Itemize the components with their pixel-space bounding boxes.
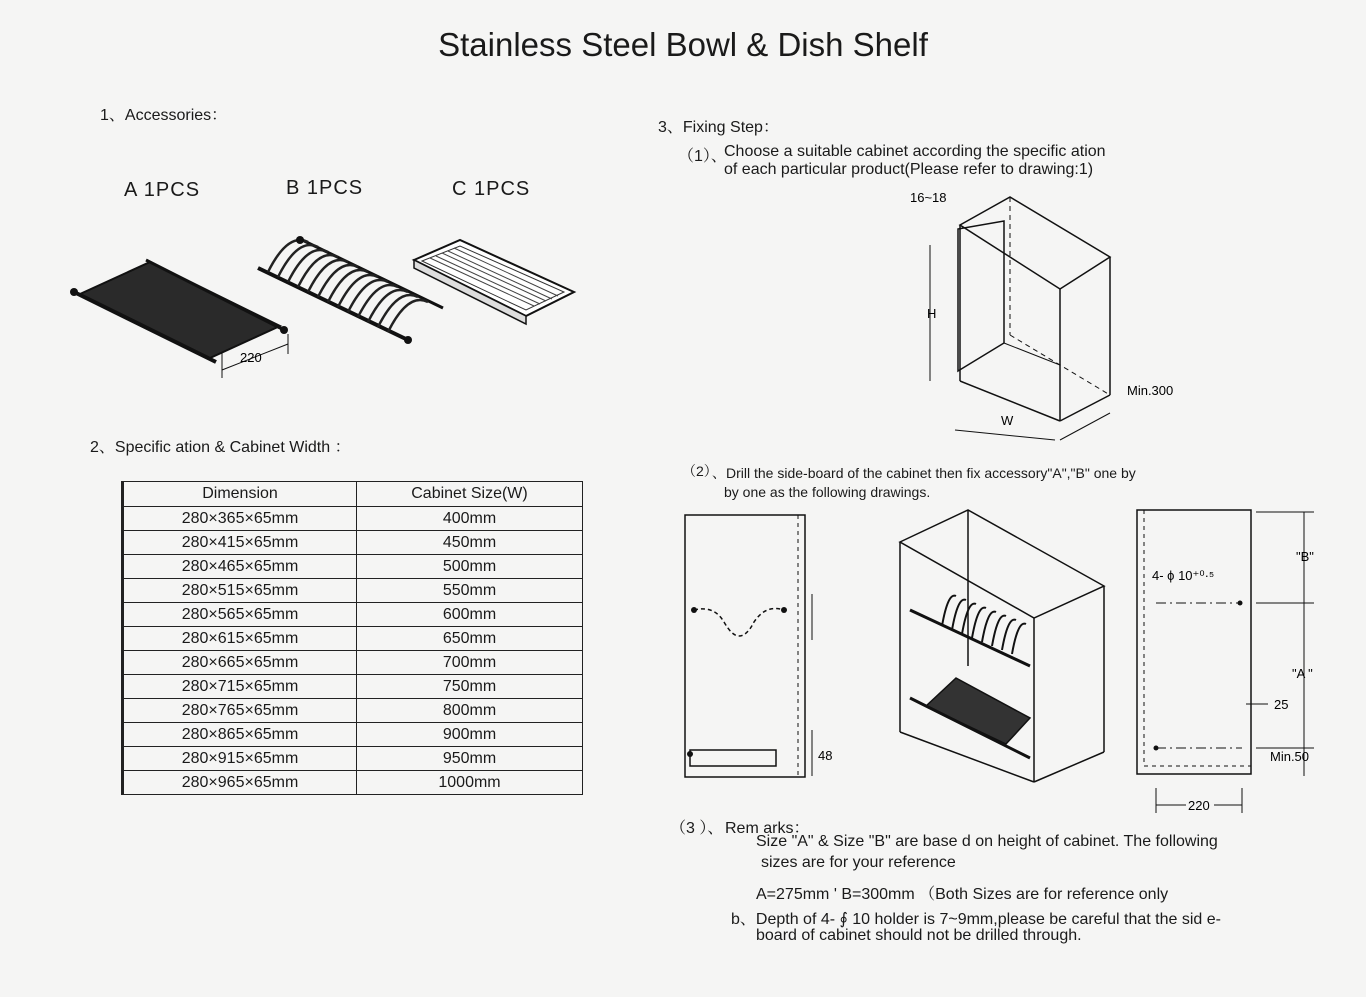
table-cell: 550mm [357, 579, 583, 603]
table-cell: 280×965×65mm [123, 771, 357, 795]
table-cell: 280×515×65mm [123, 579, 357, 603]
table-cell: 800mm [357, 699, 583, 723]
accessory-a-label: A 1PCS [124, 179, 201, 201]
remark-a-line2: sizes are for your reference [761, 854, 956, 871]
table-cell: 280×415×65mm [123, 531, 357, 555]
table-row [123, 699, 583, 723]
table-header-row [123, 482, 583, 507]
remark-b-line2: board of cabinet should not be drilled through. [756, 927, 1082, 944]
table-cell: 280×665×65mm [123, 651, 357, 675]
accessories-heading: 1、Accessories： [100, 107, 228, 124]
table-row [123, 675, 583, 699]
table-cell: 700mm [357, 651, 583, 675]
table-row [123, 723, 583, 747]
step1-number: （1）、 [678, 148, 727, 165]
remark-a-line3: A=275mm ' B=300mm （Both Sizes are for reference only [756, 886, 1169, 903]
cabinet-height-label: H [927, 306, 937, 321]
spec-heading: 2、Specific ation & Cabinet Width ： [90, 439, 351, 456]
table-row [123, 531, 583, 555]
accessory-c-label: C 1PCS [452, 178, 531, 200]
cabinet-width-label: W [1001, 413, 1014, 428]
holes-spec-label: 4- ϕ 10⁺⁰·⁵ [1152, 568, 1215, 583]
table-row [123, 651, 583, 675]
step2-number: （2） [682, 463, 718, 479]
cabinet-with-racks-drawing [896, 506, 1110, 786]
table-row [123, 603, 583, 627]
table-row [123, 507, 583, 531]
cabinet-thickness-label: 16~18 [910, 190, 947, 205]
table-cell: 280×465×65mm [123, 555, 357, 579]
table-cell: 450mm [357, 531, 583, 555]
step3-number: （3 ）、 [670, 820, 724, 837]
table-header-cabinet-size: Cabinet Size(W) [357, 482, 583, 507]
table-cell: 600mm [357, 603, 583, 627]
table-cell: 280×715×65mm [123, 675, 357, 699]
dim-220-label: 220 [1188, 798, 1210, 813]
table-row [123, 579, 583, 603]
accessory-b-label: B 1PCS [286, 177, 364, 199]
table-cell: 280×365×65mm [123, 507, 357, 531]
table-cell: 500mm [357, 555, 583, 579]
sideboard-dim-48: 48 [818, 748, 833, 763]
sideboard-drawing [684, 514, 834, 782]
table-cell: 1000mm [357, 771, 583, 795]
hole-position-drawing [1136, 508, 1336, 818]
table-cell: 400mm [357, 507, 583, 531]
table-cell: 280×915×65mm [123, 747, 357, 771]
accessory-c-tray-illustration [408, 234, 580, 326]
table-cell: 280×865×65mm [123, 723, 357, 747]
table-cell: 900mm [357, 723, 583, 747]
table-cell: 650mm [357, 627, 583, 651]
dim-a-label: "A " [1292, 666, 1313, 681]
table-row [123, 627, 583, 651]
table-row [123, 555, 583, 579]
remark-a-line1: Size "A" & Size "B" are base d on height of cabinet. The following [756, 833, 1218, 850]
table-cell: 280×565×65mm [123, 603, 357, 627]
table-cell: 950mm [357, 747, 583, 771]
spec-table [121, 481, 583, 795]
fixing-heading: 3、Fixing Step： [658, 119, 779, 136]
page-title: Stainless Steel Bowl & Dish Shelf [438, 26, 928, 63]
table-cell: 280×615×65mm [123, 627, 357, 651]
cabinet-min-depth-label: Min.300 [1127, 383, 1174, 398]
remarks-label: Rem arks： [725, 820, 810, 837]
cabinet-drawing [900, 185, 1190, 455]
step2-line1: 、Drill the side-board of the cabinet then fix accessory"A","B" one by [712, 465, 1136, 481]
table-header-dimension: Dimension [123, 482, 357, 507]
table-row [123, 771, 583, 795]
step1-line2: of each particular product(Please refer to drawing:1) [724, 161, 1094, 178]
step2-line2: by one as the following drawings. [724, 484, 931, 500]
accessory-a-dim: 220 [240, 350, 262, 365]
remark-b-line1: b、Depth of 4- ∮ 10 holder is 7~9mm,please be careful that the sid e- [731, 911, 1221, 928]
dim-25-label: 25 [1274, 697, 1289, 712]
dim-min50-label: Min.50 [1270, 749, 1310, 764]
step1-line1: Choose a suitable cabinet according the specific ation [724, 143, 1106, 160]
table-cell: 280×765×65mm [123, 699, 357, 723]
table-row [123, 747, 583, 771]
table-cell: 750mm [357, 675, 583, 699]
dim-b-label: "B" [1296, 549, 1314, 564]
